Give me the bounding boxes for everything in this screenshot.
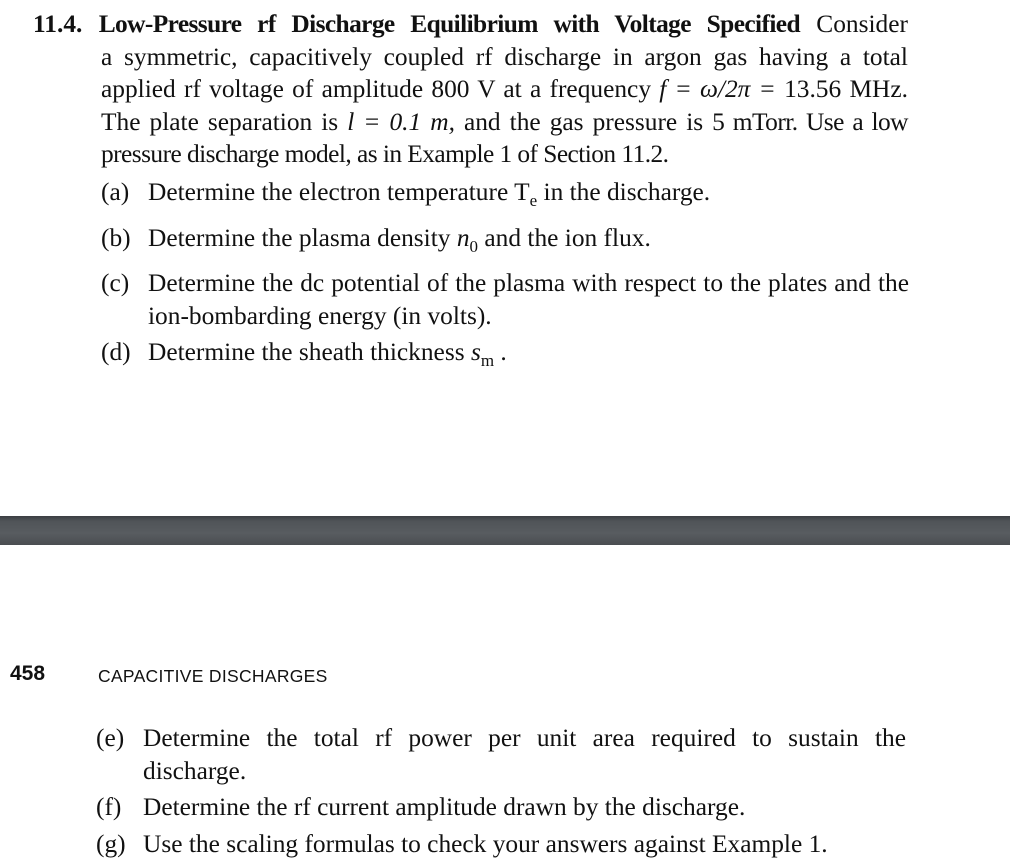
part-f [96,791,906,824]
page-divider [0,516,1010,545]
part-label: (a) [101,178,130,206]
page-number: 458 [10,662,46,685]
problem-title: Low-Pressure rf Discharge Equilibrium with Voltage Specified [98,10,800,38]
problem-number: 11.4. [33,10,83,38]
part-text: Use the scaling formulas to check your answers against Example 1. [143,829,828,858]
problem-line-3: applied rf voltage of amplitude 800 V at a frequency [101,75,652,103]
problem-line-2: a symmetric, capacitively coupled rf discharge in argon gas having a total [101,42,908,71]
running-head: CAPACITIVE DISCHARGES [98,666,328,686]
problem-heading-line [33,8,908,41]
part-text: Determine the electron temperature $T_e$ in the discharge. [148,178,711,211]
part-label: (d) [101,338,131,367]
part-text: Determine the rf current amplitude drawn by the discharge. [143,793,746,821]
frequency-formula: f = ω/2π = [659,75,776,103]
part-text: Determine the dc potential of the plasma with respect to the plates and the ion-bombarding energy (in volts). [148,269,909,330]
part-g [96,828,906,861]
part-a [101,176,909,218]
problem-lead: Consider [816,10,908,38]
part-label: (c) [101,269,130,298]
part-text: Determine the total rf power per unit area required to sustain the discharge. [143,724,906,785]
part-label: (b) [101,223,131,252]
part-label: (f) [96,793,122,821]
parts-list-page-2 [96,722,906,864]
problem-line-4a: 13.56 MHz. The plate separation is [101,75,908,136]
part-text: Determine the plasma density $n_0$ and the ion flux. [148,223,651,256]
problem-line-4b: and the gas pressure is [463,107,704,136]
part-c [101,267,909,332]
part-label: (e) [96,724,125,752]
problem-body [33,41,908,171]
problem-statement [33,8,908,171]
parts-list-page-1 [101,176,909,382]
part-e [96,722,906,787]
part-text: Determine the sheath thickness $s_m$ . [148,338,507,371]
problem-line-5: 5 mTorr. Use a low pressure discharge model, as in Example 1 of Section 11.2. [101,107,908,168]
plate-separation-formula: l = 0.1 m, [347,107,455,136]
part-label: (g) [96,829,126,858]
part-d [101,336,909,378]
part-b [101,222,909,264]
